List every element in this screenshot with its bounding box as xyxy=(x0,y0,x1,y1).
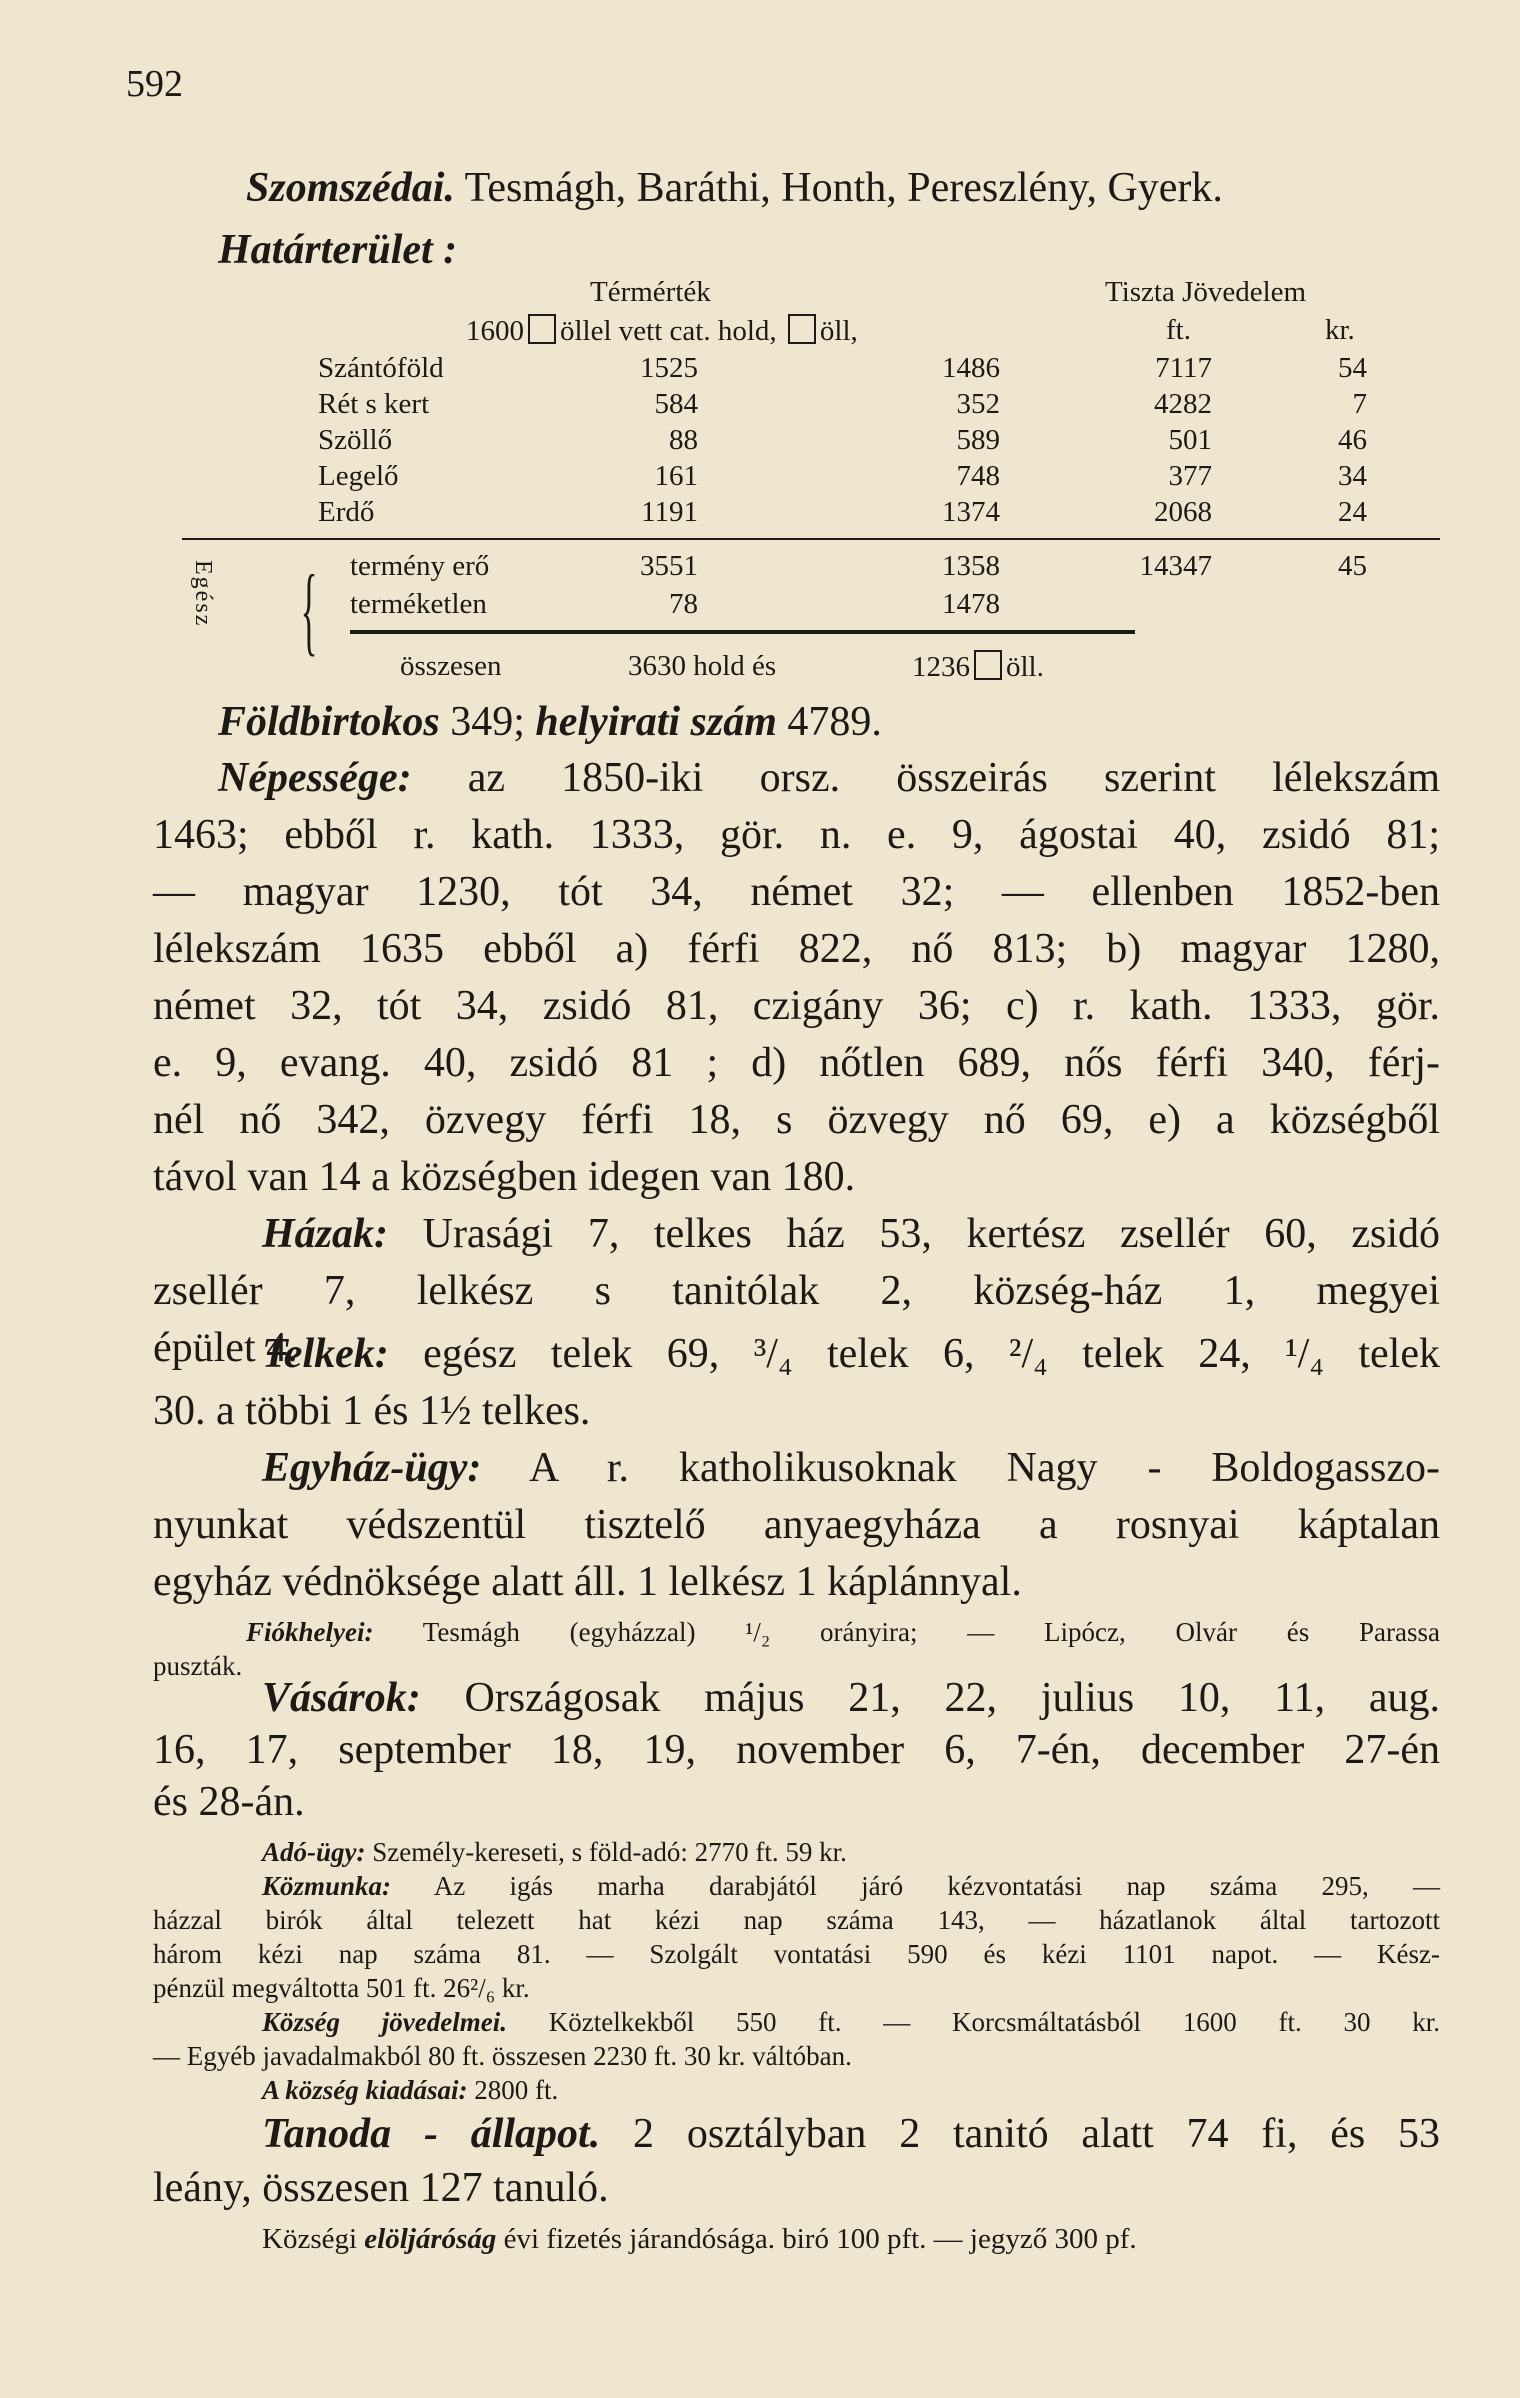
income-label: Község jövedelmei. xyxy=(262,2007,507,2037)
houses-text: Urasági 7, telkes ház 53, kertész zsellér 60, zsidó xyxy=(422,1211,1440,1257)
side-label: Egész xyxy=(190,560,216,628)
salary-line xyxy=(262,2222,1520,2256)
row-name: Szántóföld xyxy=(318,352,444,384)
row-ft: 2068 xyxy=(1154,496,1212,528)
row-ft: 7117 xyxy=(1155,352,1212,384)
landowners-line xyxy=(218,694,1505,750)
public-work-line: pénzül megváltotta 501 ft. 26²/₆ kr. xyxy=(153,1973,530,2003)
brace-icon: { xyxy=(300,554,318,665)
population-line: német 32, tót 34, zsidó 81, czigány 36; c) r. kath. 1333, gör. xyxy=(153,983,1440,1029)
markets-line xyxy=(262,1670,1440,1726)
row-name: Szöllő xyxy=(318,424,393,456)
total-label: összesen xyxy=(400,650,502,682)
subheader-text: öllel vett cat. hold, xyxy=(560,315,777,347)
summary-kr: 45 xyxy=(1338,550,1367,582)
row-name: Erdő xyxy=(318,496,375,528)
page-number: 592 xyxy=(126,63,183,105)
population-line: nél nő 342, özvegy férfi 18, s özvegy nő 69, e) a községből xyxy=(153,1097,1440,1143)
summary-ft: 14347 xyxy=(1139,550,1212,582)
expenses-label: A község kiadásai: xyxy=(262,2075,468,2105)
branches-line: puszták. xyxy=(153,1651,243,1681)
row-hold: 88 xyxy=(669,424,698,456)
plots-text: egész telek 69, ³/₄ telek 6, ²/₄ telek 24, ¹/₄ telek xyxy=(423,1331,1440,1377)
population-line: lélekszám 1635 ebből a) férfi 822, nő 813; b) magyar 1280, xyxy=(153,926,1440,972)
population-line: 1463; ebből r. kath. 1333, gör. n. e. 9, ágostai 40, zsidó 81; xyxy=(153,812,1440,858)
public-work-label: Közmunka: xyxy=(262,1871,392,1901)
tax-label: Adó-ügy: xyxy=(262,1837,366,1867)
row-ft: 377 xyxy=(1168,460,1212,492)
expenses-text: 2800 ft. xyxy=(474,2075,559,2105)
helyirati-label: helyirati szám xyxy=(535,699,777,745)
markets-line: 16, 17, september 18, 19, november 6, 7-én, december 27-én xyxy=(153,1727,1440,1773)
row-ol: 1374 xyxy=(942,496,1000,528)
row-hold: 584 xyxy=(654,388,698,420)
neighbors-line xyxy=(246,160,1520,216)
helyirati-value: 4789. xyxy=(787,699,882,745)
expenses-line xyxy=(262,2073,1520,2107)
population-line: e. 9, evang. 40, zsidó 81 ; d) nőtlen 689, nős férfi 340, férj- xyxy=(153,1040,1440,1086)
houses-label: Házak: xyxy=(262,1211,388,1257)
summary-name: terméketlen xyxy=(350,588,487,620)
row-ol: 352 xyxy=(956,388,1000,420)
neighbors-text: Tesmágh, Baráthi, Honth, Pereszlény, Gyerk. xyxy=(464,165,1223,211)
square-fathom-icon xyxy=(528,314,556,344)
summary-ol: 1358 xyxy=(942,550,1000,582)
houses-line xyxy=(262,1206,1440,1262)
row-name: Legelő xyxy=(318,460,399,492)
income-line xyxy=(262,2005,1440,2039)
markets-label: Vásárok: xyxy=(262,1675,421,1721)
row-kr: 24 xyxy=(1338,496,1367,528)
row-kr: 34 xyxy=(1338,460,1367,492)
summary-hold: 3551 xyxy=(640,550,698,582)
church-line xyxy=(262,1440,1440,1496)
school-label: Tanoda - állapot. xyxy=(262,2111,601,2157)
summary-hold: 78 xyxy=(669,588,698,620)
public-work-line: házzal birók által telezett hat kézi nap száma 143, — házatlanok által tartozott xyxy=(153,1905,1440,1935)
plots-line: 30. a többi 1 és 1½ telkes. xyxy=(153,1388,591,1434)
church-line: nyunkat védszentül tisztelő anyaegyháza a rosnyai káptalan xyxy=(153,1502,1440,1548)
salary-text: évi fizetés járandósága. biró 100 pft. — jegyző 300 pf. xyxy=(503,2223,1137,2255)
population-label: Népessége: xyxy=(218,755,412,801)
row-hold: 1191 xyxy=(641,496,698,528)
row-hold: 161 xyxy=(654,460,698,492)
subheader-ol: öll, xyxy=(819,315,858,347)
markets-line: és 28-án. xyxy=(153,1779,305,1825)
income-line: — Egyéb javadalmakból 80 ft. összesen 2230 ft. 30 kr. váltóban. xyxy=(153,2041,852,2071)
row-hold: 1525 xyxy=(640,352,698,384)
row-ft: 501 xyxy=(1168,424,1212,456)
table-divider xyxy=(182,538,1440,540)
branches-label: Fiókhelyei: xyxy=(246,1617,374,1647)
branches-line xyxy=(246,1615,1440,1649)
public-work-text: Az igás marha darabjától járó kézvontatási nap száma 295, — xyxy=(433,1871,1440,1901)
church-label: Egyház-ügy: xyxy=(262,1445,482,1491)
salary-label: elöljáróság xyxy=(364,2223,497,2255)
summary-name: termény erő xyxy=(350,550,490,582)
tax-text: Személy-kereseti, s föld-adó: 2770 ft. 59 kr. xyxy=(372,1837,847,1867)
landowners-label: Földbirtokos xyxy=(218,699,440,745)
total-ol: 1236 xyxy=(912,651,970,683)
row-ol: 1486 xyxy=(942,352,1000,384)
row-kr: 46 xyxy=(1338,424,1367,456)
tax-line xyxy=(262,1835,1520,1869)
total-ol-unit: öll. xyxy=(1006,651,1044,683)
territory-title: Határterület : xyxy=(218,227,458,273)
church-text: A r. katholikusoknak Nagy - Boldogasszo- xyxy=(528,1445,1440,1491)
houses-line: zsellér 7, lelkész s tanitólak 2, község-ház 1, megyei xyxy=(153,1268,1440,1314)
row-ol: 748 xyxy=(956,460,1000,492)
square-fathom-icon xyxy=(974,650,1002,680)
population-text: az 1850-iki orsz. összeirás szerint lélekszám xyxy=(467,755,1440,801)
row-ol: 589 xyxy=(956,424,1000,456)
plots-label: Telkek: xyxy=(262,1331,389,1377)
population-line: távol van 14 a községben idegen van 180. xyxy=(153,1154,856,1200)
school-line xyxy=(262,2106,1440,2162)
branches-text: Tesmágh (egyházzal) ¹/₂ orányira; — Lipócz, Olvár és Parassa xyxy=(422,1617,1440,1647)
row-ft: 4282 xyxy=(1154,388,1212,420)
header-income: Tiszta Jövedelem xyxy=(1105,276,1307,308)
church-line: egyház védnöksége alatt áll. 1 lelkész 1 káplánnyal. xyxy=(153,1559,1022,1605)
summary-ol: 1478 xyxy=(942,588,1000,620)
population-line: — magyar 1230, tót 34, német 32; — ellenben 1852-ben xyxy=(153,869,1440,915)
plots-line xyxy=(262,1326,1440,1382)
markets-text: Országosak május 21, 22, julius 10, 11, aug. xyxy=(464,1675,1440,1721)
school-text: 2 osztályban 2 tanitó alatt 74 fi, és 53 xyxy=(633,2111,1441,2157)
income-text: Köztelkekből 550 ft. — Korcsmáltatásból 1600 ft. 30 kr. xyxy=(548,2007,1440,2037)
subheader-line xyxy=(466,314,858,348)
school-line: leány, összesen 127 tanuló. xyxy=(153,2165,609,2211)
subheader-ft: ft. xyxy=(1166,314,1191,346)
summary-rule xyxy=(350,630,1135,634)
salary-pre: Községi xyxy=(262,2223,358,2255)
total-ol-line xyxy=(912,650,1044,684)
row-kr: 7 xyxy=(1352,388,1367,420)
landowners-value: 349; xyxy=(450,699,525,745)
row-name: Rét s kert xyxy=(318,388,430,420)
row-kr: 54 xyxy=(1338,352,1367,384)
population-line xyxy=(218,750,1440,806)
subheader-kr: kr. xyxy=(1325,314,1355,346)
subheader-fathom: 1600 xyxy=(466,315,524,347)
public-work-line: három kézi nap száma 81. — Szolgált vontatási 590 és kézi 1101 napot. — Kész- xyxy=(153,1939,1440,1969)
houses-line: épület 4. xyxy=(153,1325,298,1371)
neighbors-label: Szomszédai. xyxy=(246,165,455,211)
square-fathom-icon xyxy=(788,314,816,344)
header-value: Térmérték xyxy=(590,276,711,308)
public-work-line xyxy=(262,1869,1440,1903)
total-text: 3630 hold és xyxy=(628,650,777,682)
